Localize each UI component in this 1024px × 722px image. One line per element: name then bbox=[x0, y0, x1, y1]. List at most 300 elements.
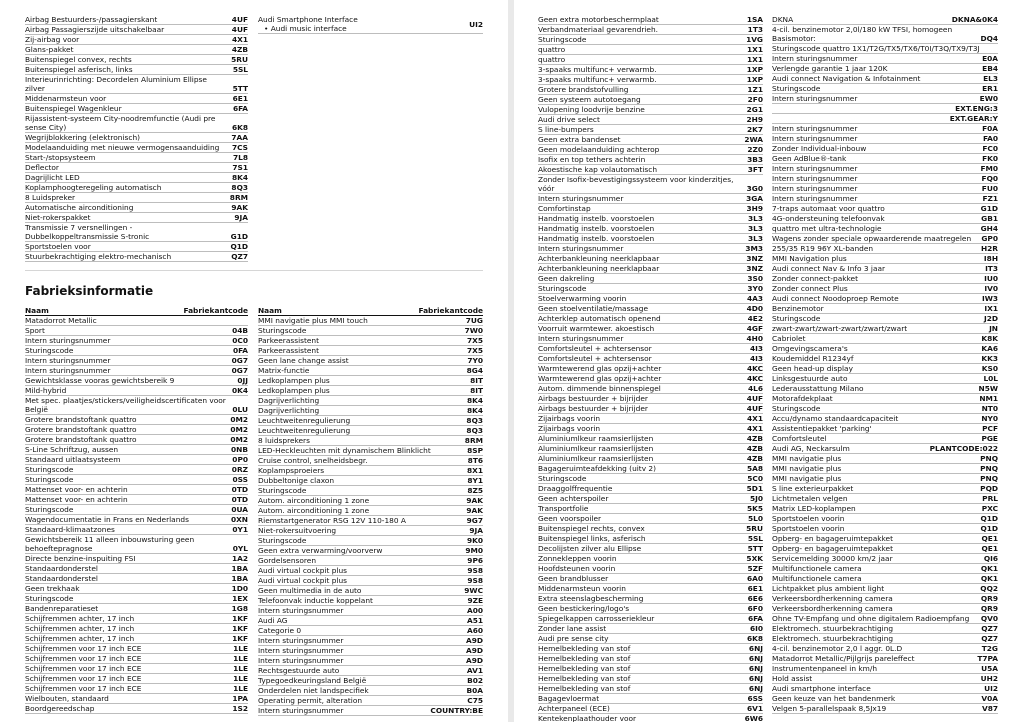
table-row bbox=[538, 55, 763, 65]
item-code: 8X1 bbox=[467, 466, 483, 475]
item-code: G1D bbox=[230, 232, 248, 241]
item-name: Intern sturingsnummer bbox=[772, 164, 858, 173]
item-name: Schijfremmen voor 17 inch ECE bbox=[25, 664, 142, 673]
item-code: 0NB bbox=[231, 445, 248, 454]
item-code: A9D bbox=[466, 636, 483, 645]
header-name: Naam bbox=[25, 306, 49, 315]
item-name: Koudemiddel R1234yf bbox=[772, 354, 854, 363]
table-row bbox=[258, 666, 483, 676]
item-code: 8Q3 bbox=[466, 416, 483, 425]
table-row bbox=[538, 644, 763, 654]
item-name: Sturingscode bbox=[772, 404, 821, 413]
item-name: Koplamphoogteregeling automatisch bbox=[25, 183, 162, 192]
item-name: Riemstartgenerator RSG 12V 110-180 A bbox=[258, 516, 406, 525]
item-name: Sportstoelen voorin bbox=[772, 524, 845, 533]
item-code: UH2 bbox=[980, 674, 998, 683]
item-code: V0A bbox=[981, 694, 998, 703]
option-table-left-2 bbox=[258, 306, 483, 716]
item-name: Telefoonvak inductie koppelant bbox=[258, 596, 373, 605]
table-row bbox=[538, 294, 763, 304]
item-code: G1D bbox=[980, 204, 998, 213]
item-name: Operating permit, alteration bbox=[258, 696, 363, 705]
item-name: Achterpaneel (ECE) bbox=[538, 704, 610, 713]
table-row bbox=[772, 474, 998, 484]
item-name: Schijfremmen achter, 17 inch bbox=[25, 634, 135, 643]
table-row bbox=[258, 316, 483, 326]
item-code: 7CS bbox=[231, 143, 248, 152]
table-row bbox=[25, 143, 248, 153]
table-row bbox=[772, 234, 998, 244]
table-row bbox=[772, 514, 998, 524]
item-name: Automatische airconditioning bbox=[25, 203, 134, 212]
item-name: Standaardonderstel bbox=[25, 564, 98, 573]
item-name: Sportstoelen voorin bbox=[772, 514, 845, 523]
item-name: Audi AG, Neckarsulm bbox=[772, 444, 850, 453]
item-code: Q1D bbox=[230, 242, 248, 251]
table-row bbox=[25, 173, 248, 183]
item-code: 9K0 bbox=[466, 536, 483, 545]
item-name: Sturingscode bbox=[25, 505, 74, 514]
item-name: Intern sturingsnummer bbox=[772, 194, 858, 203]
table-row bbox=[25, 415, 248, 425]
item-name: Sturingscode bbox=[538, 35, 587, 44]
item-name: Dagrijverlichting bbox=[258, 406, 320, 415]
item-name: Wagendocumentatie in Frans en Nederlands bbox=[25, 515, 189, 524]
item-code: PCF bbox=[982, 424, 998, 433]
item-name: Bagageruimteafdekking (uitv 2) bbox=[538, 464, 657, 473]
item-code: 1Z1 bbox=[747, 85, 763, 94]
item-code: 1LE bbox=[233, 644, 248, 653]
item-code: 9AK bbox=[466, 506, 483, 515]
item-code: 1VG bbox=[746, 35, 763, 44]
item-name: Schijfremmen voor 17 inch ECE bbox=[25, 644, 142, 653]
item-name: Audi drive select bbox=[538, 115, 600, 124]
table-row bbox=[258, 366, 483, 376]
item-code: 0C0 bbox=[232, 336, 248, 345]
table-row bbox=[538, 364, 763, 374]
item-name: Airbag Passagierszijde uitschakelbaar bbox=[25, 25, 165, 34]
table-row bbox=[538, 234, 763, 244]
item-name: Schijfremmen voor 17 inch ECE bbox=[25, 654, 142, 663]
table-row bbox=[772, 94, 998, 104]
table-row bbox=[538, 404, 763, 414]
item-name: Matrix LED-koplampen bbox=[772, 504, 856, 513]
table-row bbox=[538, 324, 763, 334]
table-row bbox=[25, 163, 248, 173]
table-row bbox=[538, 464, 763, 474]
item-code: 4UF bbox=[746, 404, 763, 413]
item-name: Handmatig instelb. voorstoelen bbox=[538, 214, 655, 223]
table-row bbox=[772, 574, 998, 584]
table-row bbox=[538, 444, 763, 454]
item-code: I8H bbox=[983, 254, 998, 263]
table-row bbox=[772, 454, 998, 464]
item-name: Intern sturingsnummer bbox=[258, 646, 344, 655]
table-row bbox=[772, 484, 998, 494]
item-code: EXT.GEAR:Y bbox=[949, 114, 998, 123]
table-row bbox=[772, 54, 998, 64]
table-row bbox=[25, 644, 248, 654]
table-row bbox=[25, 336, 248, 346]
item-name: Sturingscode bbox=[25, 465, 74, 474]
item-code: C75 bbox=[467, 696, 483, 705]
item-code: 6K8 bbox=[231, 123, 248, 132]
item-name: Categorie 0 bbox=[258, 626, 302, 635]
item-code: 8Q3 bbox=[231, 183, 248, 192]
item-code: Q1D bbox=[980, 514, 998, 523]
table-row bbox=[538, 165, 763, 175]
table-row bbox=[772, 84, 998, 94]
table-row bbox=[25, 535, 248, 554]
table-row bbox=[538, 704, 763, 714]
item-code: UI2 bbox=[469, 19, 483, 29]
item-code: 0RZ bbox=[231, 465, 248, 474]
item-code: 4ZB bbox=[746, 454, 763, 463]
item-code: B0A bbox=[466, 686, 483, 695]
item-code: 3L3 bbox=[748, 214, 763, 223]
table-row bbox=[25, 25, 248, 35]
table-row bbox=[772, 174, 998, 184]
table-row bbox=[258, 706, 483, 716]
item-name: Achterklep automatisch openend bbox=[538, 314, 661, 323]
table-row bbox=[772, 134, 998, 144]
item-name: Sport bbox=[25, 326, 45, 335]
item-code: 9JA bbox=[469, 526, 483, 535]
item-name: Draaggolffrequentie bbox=[538, 484, 613, 493]
item-name: Warmtewerend glas opzij+achter bbox=[538, 364, 662, 373]
item-code: 2K7 bbox=[746, 125, 763, 134]
table-row bbox=[772, 594, 998, 604]
item-name: Met spec. plaatjes/stickers/veiligheidscertificaten voor België bbox=[25, 396, 226, 414]
item-code: 6A0 bbox=[746, 574, 763, 583]
table-row bbox=[772, 684, 998, 694]
item-name: Zijairbags voorin bbox=[538, 424, 601, 433]
table-row bbox=[258, 656, 483, 666]
item-code: 1EX bbox=[232, 594, 248, 603]
item-name: Audi virtual cockpit plus bbox=[258, 576, 348, 585]
item-code: 0XN bbox=[230, 515, 248, 524]
item-code: 9JA bbox=[234, 213, 248, 222]
table-row bbox=[258, 526, 483, 536]
table-row bbox=[772, 314, 998, 324]
table-row bbox=[538, 604, 763, 614]
item-code: 1XP bbox=[746, 65, 763, 74]
item-name: S-Line Schriftzug, aussen bbox=[25, 445, 119, 454]
table-row bbox=[25, 15, 248, 25]
item-code: 5J0 bbox=[749, 494, 763, 503]
item-code: 5RU bbox=[746, 524, 763, 533]
item-name: Schijfremmen voor 17 inch ECE bbox=[25, 674, 142, 683]
table-row bbox=[538, 314, 763, 324]
item-name: Sturingscode bbox=[772, 314, 821, 323]
table-row bbox=[538, 714, 763, 722]
table-row bbox=[772, 244, 998, 254]
item-code: 6NJ bbox=[748, 654, 763, 663]
table-row bbox=[25, 704, 248, 714]
item-name: Audi smartphone interface bbox=[772, 684, 871, 693]
item-code: 5RU bbox=[231, 55, 248, 64]
table-row bbox=[25, 604, 248, 614]
item-code: 1X1 bbox=[747, 45, 763, 54]
table-row bbox=[772, 504, 998, 514]
item-name: quattro bbox=[538, 45, 566, 54]
item-code: 4ZB bbox=[231, 45, 248, 54]
table-row bbox=[25, 614, 248, 624]
table-row bbox=[258, 606, 483, 616]
item-code: 8RM bbox=[464, 436, 483, 445]
item-name: Transportfolie bbox=[538, 504, 589, 513]
item-name: Intern sturingsnummer bbox=[258, 606, 344, 615]
table-row bbox=[538, 674, 763, 684]
table-row bbox=[538, 284, 763, 294]
table-row bbox=[772, 604, 998, 614]
item-name: Grotere brandstoftank quattro bbox=[25, 435, 137, 444]
item-name: Omgevingscamera's bbox=[772, 344, 848, 353]
table-row bbox=[538, 274, 763, 284]
item-name: Sturingscode bbox=[258, 536, 307, 545]
item-code: 0G7 bbox=[231, 366, 248, 375]
item-code: FK0 bbox=[982, 154, 998, 163]
item-name: Geen modelaanduiding achterop bbox=[538, 145, 660, 154]
item-code: PNQ bbox=[980, 464, 998, 473]
item-name: Handmatig instelb. voorstoelen bbox=[538, 224, 655, 233]
table-row bbox=[772, 25, 998, 44]
item-code: 5XK bbox=[746, 554, 763, 563]
item-name: Gewichtsbereik 11 alleen inbouwsturing geen behoeftepragnose bbox=[25, 535, 195, 553]
item-code: FA0 bbox=[982, 134, 998, 143]
item-name: Intern sturingsnummer bbox=[538, 194, 624, 203]
table-row bbox=[258, 576, 483, 586]
table-row bbox=[772, 694, 998, 704]
item-name: Sturingscode bbox=[25, 594, 74, 603]
table-row bbox=[772, 114, 998, 124]
item-name: Intern sturingsnummer bbox=[772, 54, 858, 63]
item-code: 0LU bbox=[232, 405, 248, 414]
item-code: 3B3 bbox=[747, 155, 763, 164]
table-row bbox=[772, 264, 998, 274]
item-code: FC0 bbox=[982, 144, 998, 153]
item-name: Mild-hybrid bbox=[25, 386, 67, 395]
item-code: 4GF bbox=[746, 324, 763, 333]
table-row bbox=[258, 646, 483, 656]
table-row bbox=[25, 465, 248, 475]
item-code: B02 bbox=[467, 676, 483, 685]
item-code: 6V1 bbox=[746, 704, 763, 713]
item-name: MMI navigatie plus bbox=[772, 454, 842, 463]
item-name: Airbags bestuurder + bijrijder bbox=[538, 394, 648, 403]
table-row bbox=[538, 474, 763, 484]
table-row bbox=[258, 416, 483, 426]
item-name: Intern sturingsnummer bbox=[772, 94, 858, 103]
item-code: U5A bbox=[981, 664, 998, 673]
table-row bbox=[25, 133, 248, 143]
item-code: 7X5 bbox=[467, 346, 483, 355]
item-code: 3NZ bbox=[746, 254, 763, 263]
table-row bbox=[538, 194, 763, 204]
item-name: Lichtmetalen velgen bbox=[772, 494, 848, 503]
table-row bbox=[772, 154, 998, 164]
item-name: Sturingscode bbox=[258, 326, 307, 335]
item-code: 1D0 bbox=[231, 584, 248, 593]
table-row bbox=[772, 704, 998, 714]
item-code: JN bbox=[989, 324, 998, 333]
table-row bbox=[772, 284, 998, 294]
item-name: Buitenspiegel Wagenkleur bbox=[25, 104, 122, 113]
item-code: 3L3 bbox=[748, 234, 763, 243]
item-name: Accu/dynamo standaardcapaciteit bbox=[772, 414, 899, 423]
table-row bbox=[772, 584, 998, 594]
item-code: 8T6 bbox=[467, 456, 483, 465]
table-row bbox=[538, 694, 763, 704]
table-row bbox=[772, 254, 998, 264]
item-name: Intern sturingsnummer bbox=[538, 244, 624, 253]
table-row bbox=[258, 696, 483, 706]
table-row bbox=[538, 344, 763, 354]
item-name: zwart-zwart/zwart-zwart/zwart/zwart bbox=[772, 324, 908, 333]
item-code: 1SA bbox=[746, 15, 763, 24]
item-name: Aluminiumlkeur raamsierlijsten bbox=[538, 444, 654, 453]
table-row bbox=[258, 396, 483, 406]
table-row bbox=[258, 566, 483, 576]
item-name: Schijfremmen voor 17 inch ECE bbox=[25, 684, 142, 693]
item-code: QQ2 bbox=[980, 584, 998, 593]
item-name: Intern sturingsnummer bbox=[772, 184, 858, 193]
table-row bbox=[538, 214, 763, 224]
item-name: Start-/stopsysteem bbox=[25, 153, 96, 162]
item-code: 3GA bbox=[746, 194, 763, 203]
table-row bbox=[772, 374, 998, 384]
item-code: 0M2 bbox=[230, 415, 248, 424]
item-name: 4-cil. benzinemotor 2,0 l aggr. 0L.D bbox=[772, 644, 903, 653]
item-code: UI2 bbox=[984, 684, 998, 693]
item-code: IV0 bbox=[984, 284, 998, 293]
item-code: 1S2 bbox=[232, 704, 248, 713]
item-code: 9S8 bbox=[467, 566, 483, 575]
table-row bbox=[258, 486, 483, 496]
item-code: 6E1 bbox=[747, 584, 763, 593]
item-name: Hemelbekleding van stof bbox=[538, 654, 631, 663]
item-code: EW0 bbox=[979, 94, 998, 103]
table-row bbox=[538, 554, 763, 564]
item-code: NY0 bbox=[981, 414, 998, 423]
table-row bbox=[772, 224, 998, 234]
item-name: Intern sturingsnummer bbox=[25, 366, 111, 375]
table-row bbox=[772, 354, 998, 364]
item-code: KA6 bbox=[981, 344, 998, 353]
item-name: Wielbouten, standaard bbox=[25, 694, 109, 703]
item-code: PNQ bbox=[980, 474, 998, 483]
table-row bbox=[538, 584, 763, 594]
table-row bbox=[772, 424, 998, 434]
table-row bbox=[538, 384, 763, 394]
table-row bbox=[538, 45, 763, 55]
item-code: QE1 bbox=[981, 544, 998, 553]
item-code: 2WA bbox=[744, 135, 763, 144]
item-code: PQD bbox=[980, 484, 998, 493]
item-name: Intern sturingsnummer bbox=[772, 134, 858, 143]
table-row bbox=[25, 114, 248, 133]
table-row bbox=[258, 636, 483, 646]
item-code: 4I3 bbox=[749, 354, 763, 363]
item-name: Sturingscode bbox=[25, 346, 74, 355]
left-page bbox=[0, 0, 508, 722]
table-row bbox=[538, 374, 763, 384]
item-code: QK1 bbox=[980, 564, 998, 573]
item-name: Multifunctionele camera bbox=[772, 564, 862, 573]
item-code: 9AK bbox=[466, 496, 483, 505]
table-row bbox=[258, 356, 483, 366]
table-row bbox=[538, 624, 763, 634]
item-code: GP0 bbox=[981, 234, 998, 243]
table-row bbox=[25, 376, 248, 386]
table-row bbox=[258, 516, 483, 526]
item-code: 3NZ bbox=[746, 264, 763, 273]
item-code: 5SL bbox=[747, 534, 763, 543]
table-row bbox=[25, 515, 248, 525]
item-name: Sturingscode bbox=[538, 284, 587, 293]
table-row bbox=[538, 504, 763, 514]
table-row bbox=[772, 394, 998, 404]
item-name: MMI navigatie plus MMI touch bbox=[258, 316, 368, 325]
item-code: L0L bbox=[983, 374, 998, 383]
item-name: Verkeersbordherkenning camera bbox=[772, 594, 893, 603]
item-name: Bandenreparatieset bbox=[25, 604, 99, 613]
item-name: Parkeerassistent bbox=[258, 336, 320, 345]
item-name: Zonder lane assist bbox=[538, 624, 607, 633]
table-header bbox=[258, 306, 483, 316]
item-code: 4H0 bbox=[746, 334, 763, 343]
table-row bbox=[25, 455, 248, 465]
table-row bbox=[258, 426, 483, 436]
item-name: Wegrijblokkering (elektronisch) bbox=[25, 133, 141, 142]
item-code: 2F0 bbox=[747, 95, 763, 104]
item-code: 6SS bbox=[747, 694, 763, 703]
table-row bbox=[25, 65, 248, 75]
item-code: 1LE bbox=[233, 684, 248, 693]
item-name: Geen AdBlue®-tank bbox=[772, 154, 847, 163]
item-name: Geen extra verwarming/voorverw bbox=[258, 546, 383, 555]
item-code: 5TT bbox=[747, 544, 763, 553]
item-name: 3-spaaks multifunc+ verwarmb. bbox=[538, 65, 657, 74]
item-code: EB4 bbox=[982, 64, 998, 73]
item-name: quattro bbox=[538, 55, 566, 64]
item-name: Geen lane change assist bbox=[258, 356, 349, 365]
item-name: Middenarmsteun voorin bbox=[538, 584, 626, 593]
item-code: 8K4 bbox=[231, 173, 248, 182]
table-row bbox=[538, 125, 763, 135]
item-name: Hemelbekleding van stof bbox=[538, 684, 631, 693]
table-row bbox=[538, 684, 763, 694]
item-name: Warmtewerend glas opzij+achter bbox=[538, 374, 662, 383]
table-row bbox=[538, 614, 763, 624]
table-row bbox=[538, 424, 763, 434]
option-list-left-top-b bbox=[258, 15, 483, 34]
table-row bbox=[772, 464, 998, 474]
item-code: 5C0 bbox=[747, 474, 763, 483]
table-row bbox=[25, 252, 248, 262]
item-code: 8K4 bbox=[466, 406, 483, 415]
item-name: Cabriolet bbox=[772, 334, 806, 343]
item-name: Handmatig instelb. voorstoelen bbox=[538, 234, 655, 243]
item-code: PRL bbox=[982, 494, 998, 503]
table-row bbox=[772, 624, 998, 634]
item-name: Intern sturingsnummer bbox=[25, 356, 111, 365]
item-code: 2G1 bbox=[746, 105, 763, 114]
item-name: Zonder Isofix-bevestigingssysteem voor kinderzitjes, vóór bbox=[538, 175, 734, 193]
item-code: 6NJ bbox=[748, 644, 763, 653]
item-name: Dagrijlicht LED bbox=[25, 173, 80, 182]
item-code: 6NJ bbox=[748, 684, 763, 693]
